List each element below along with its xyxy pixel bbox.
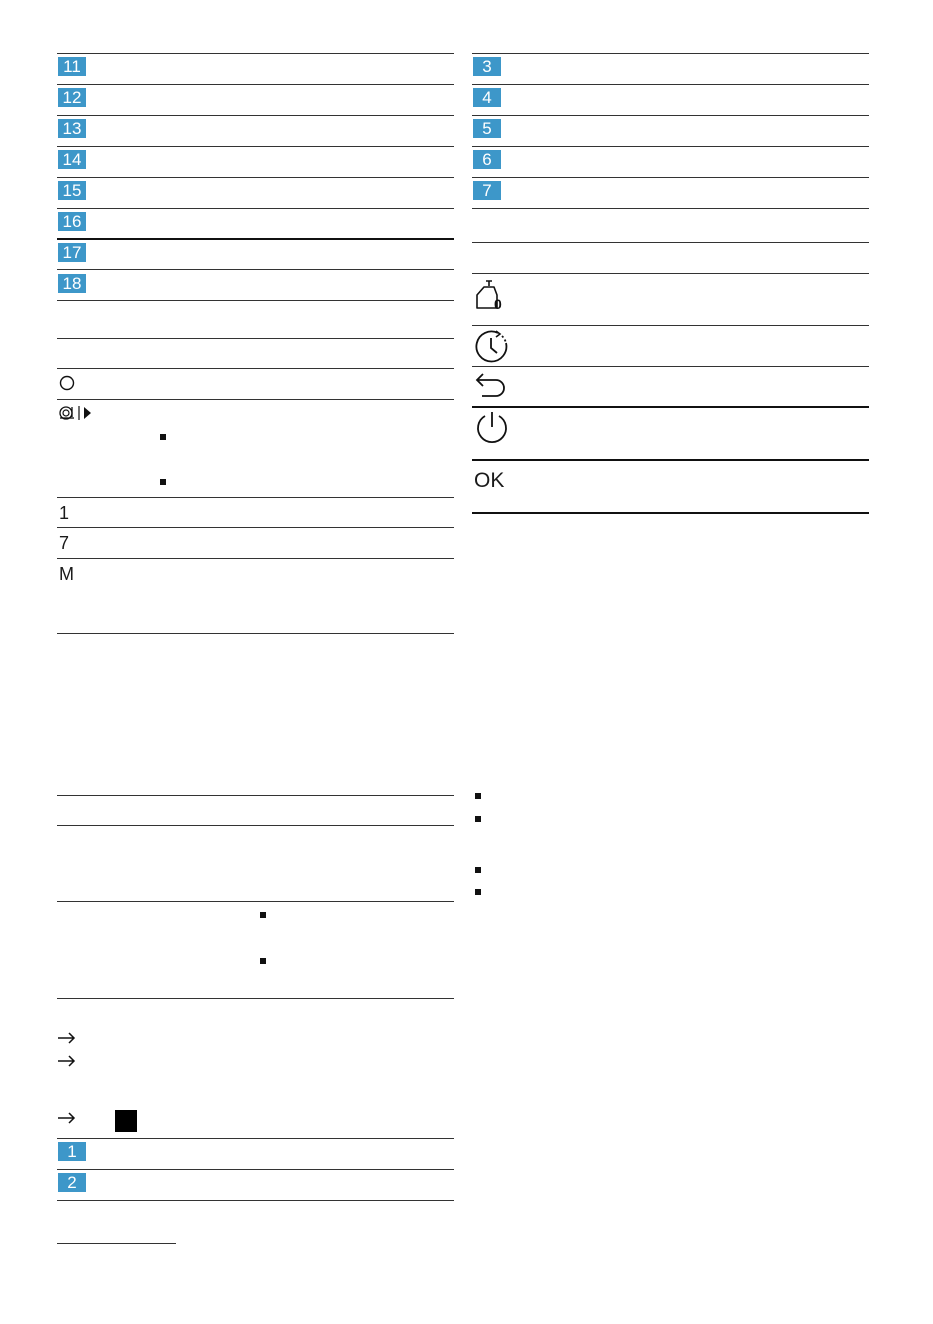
callout-badge-12: 12 [58, 88, 86, 107]
bullet-marker [160, 434, 166, 440]
table-rule [57, 633, 454, 634]
bullet-marker [475, 793, 481, 799]
table-rule [57, 998, 454, 999]
callout-badge-7: 7 [473, 181, 501, 200]
table-rule [472, 406, 869, 408]
circle-icon [59, 375, 75, 391]
table-rule [57, 825, 454, 826]
footnote-rule [57, 1243, 176, 1244]
table-rule [472, 512, 869, 514]
callout-badge-6: 6 [473, 150, 501, 169]
bullet-marker [160, 479, 166, 485]
table-rule [57, 399, 454, 400]
callout-badge-4: 4 [473, 88, 501, 107]
table-rule [57, 177, 454, 178]
callout-badge-16: 16 [58, 212, 86, 231]
callout-badge-13: 13 [58, 119, 86, 138]
table-rule [472, 115, 869, 116]
table-rule [57, 300, 454, 301]
table-rule [472, 366, 869, 367]
table-rule [57, 795, 454, 796]
table-rule [57, 368, 454, 369]
row-label-1: 1 [59, 503, 70, 523]
table-rule [57, 1200, 454, 1201]
arrow-right-icon [57, 1055, 77, 1067]
svg-text:0: 0 [494, 296, 502, 312]
callout-badge-2: 2 [58, 1173, 86, 1192]
callout-badge-5: 5 [473, 119, 501, 138]
table-rule [57, 84, 454, 85]
callout-badge-15: 15 [58, 181, 86, 200]
table-rule [57, 527, 454, 528]
bullet-marker [475, 867, 481, 873]
row-label-m: M [59, 564, 74, 584]
table-rule [472, 146, 869, 147]
table-rule [57, 558, 454, 559]
table-rule [57, 269, 454, 270]
table-rule [57, 338, 454, 339]
power-icon [474, 410, 510, 446]
callout-badge-14: 14 [58, 150, 86, 169]
bullet-marker [475, 889, 481, 895]
table-rule [57, 53, 454, 54]
table-rule [57, 115, 454, 116]
timer-icon [474, 329, 510, 365]
table-rule [57, 497, 454, 498]
table-rule [472, 325, 869, 326]
table-rule [472, 273, 869, 274]
table-rule [472, 84, 869, 85]
bullet-marker [475, 816, 481, 822]
table-rule [472, 53, 869, 54]
table-rule [57, 238, 454, 240]
back-arrow-icon [474, 372, 510, 398]
arrow-right-icon [57, 1112, 77, 1124]
table-rule [472, 177, 869, 178]
stop-square-icon [115, 1110, 137, 1132]
table-rule [57, 1169, 454, 1170]
table-rule [57, 1138, 454, 1139]
table-rule [57, 208, 454, 209]
table-rule [472, 242, 869, 243]
callout-badge-11: 11 [58, 57, 86, 76]
callout-badge-17: 17 [58, 243, 86, 262]
weight-tare-icon [474, 278, 508, 312]
callout-badge-3: 3 [473, 57, 501, 76]
program-play-icon [58, 404, 96, 422]
callout-badge-18: 18 [58, 274, 86, 293]
bullet-marker [260, 958, 266, 964]
row-label-7: 7 [59, 533, 70, 553]
bullet-marker [260, 912, 266, 918]
table-rule [472, 459, 869, 461]
ok-label: OK [474, 469, 505, 492]
table-rule [57, 146, 454, 147]
arrow-right-icon [57, 1032, 77, 1044]
table-rule [472, 208, 869, 209]
table-rule [57, 901, 454, 902]
callout-badge-1: 1 [58, 1142, 86, 1161]
